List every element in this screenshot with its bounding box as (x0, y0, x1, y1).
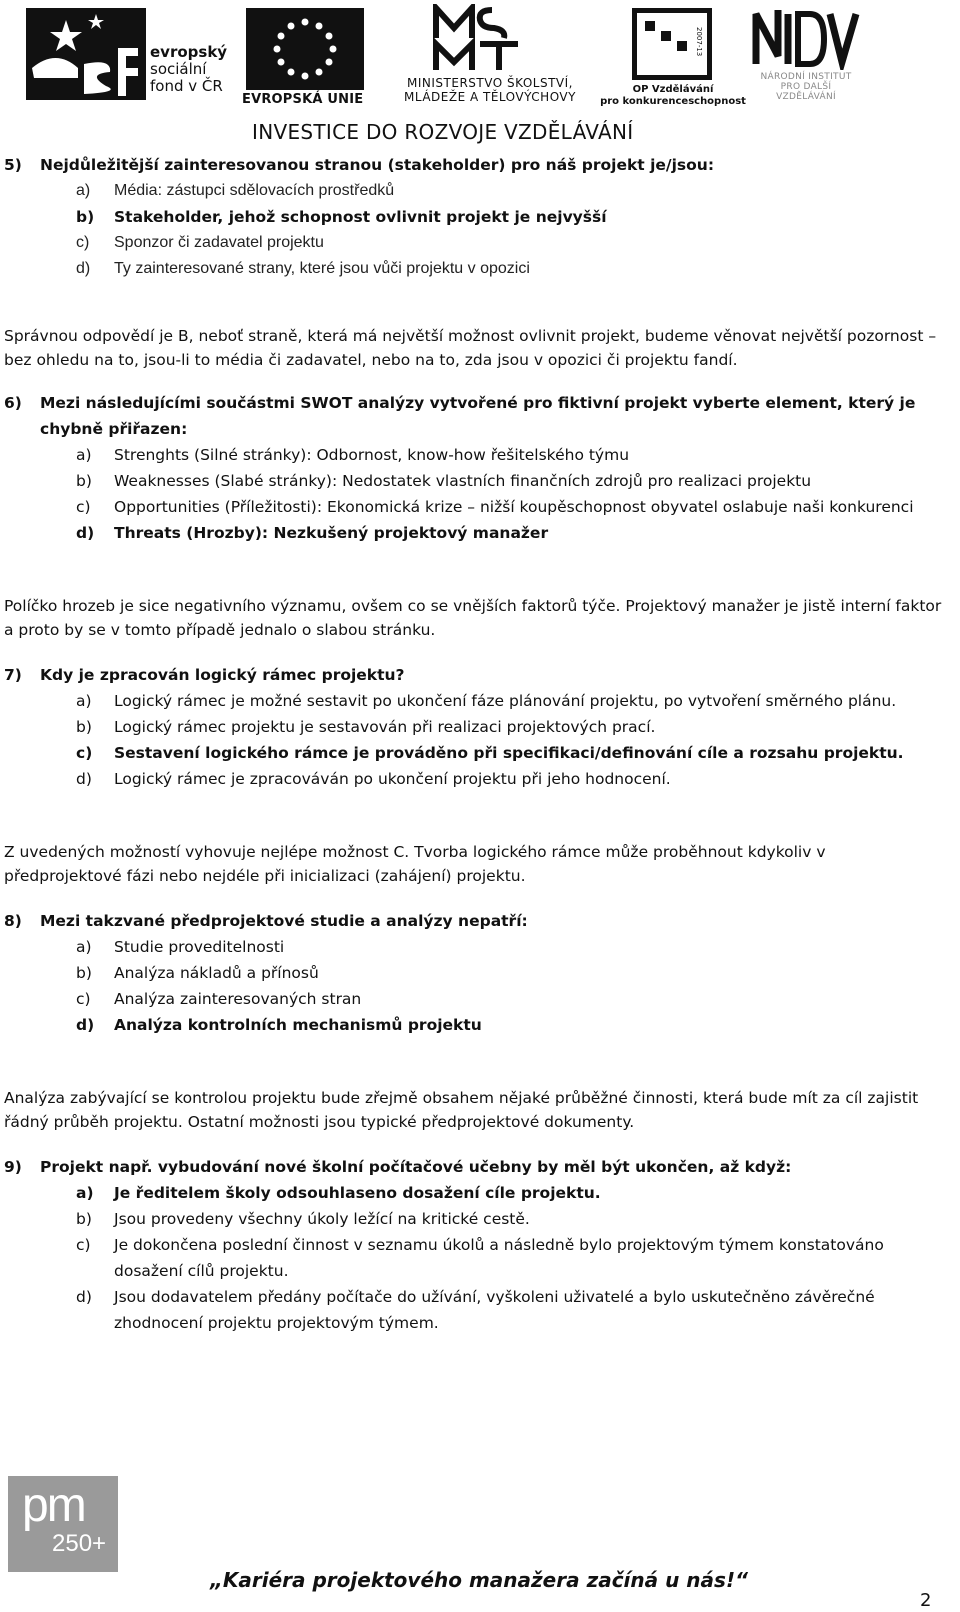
option-text: Logický rámec projektu je sestavován při realizaci projektových prací. (114, 718, 656, 736)
question-8 (4, 908, 948, 934)
option-text: Sponzor či zadavatel projektu (114, 234, 324, 251)
option-letter: a) (76, 1184, 94, 1202)
option-text: Jsou dodavatelem předány počítače do užívání, vyškoleni uživatelé a bylo uskutečněno závěrečné zhodnocení projektu projektovým týmem. (114, 1288, 875, 1332)
option-letter: d) (76, 1288, 92, 1306)
answer-option (4, 960, 948, 986)
option-letter: a) (76, 938, 92, 956)
option-letter: d) (76, 260, 91, 277)
question-text: Kdy je zpracován logický rámec projektu? (40, 666, 405, 684)
option-letter: a) (76, 446, 92, 464)
esf-text-line-3: fond v ČR (150, 77, 223, 95)
question-7-options (4, 688, 948, 792)
option-text: Ty zainteresované strany, které jsou vůči projektu v opozici (114, 260, 530, 277)
answer-option (4, 688, 948, 714)
question-8-explanation: Analýza zabývající se kontrolou projektu bude zřejmě obsahem nějaké průběžné činnosti, která bude mít za cíl zajistit řádný průběh projektu. Ostatní možnosti jsou typické předprojektové dokumenty. (4, 1089, 919, 1131)
pm-logo-text: pm (22, 1479, 85, 1532)
option-text: Logický rámec je zpracováván po ukončení projektu při jeho hodnocení. (114, 770, 671, 788)
question-8-options (4, 934, 948, 1038)
nidv-logo (752, 6, 860, 70)
question-6-explanation: Políčko hrozeb je sice negativního významu, ovšem co se vnějších faktorů týče. Projektový manažer je jistě interní faktor a proto by se v tomto případě jednalo o slabou stránku. (4, 597, 942, 639)
option-letter: c) (76, 990, 91, 1008)
msmt-logo (432, 4, 522, 74)
op-logo (632, 8, 712, 80)
answer-option-correct (4, 740, 948, 766)
option-letter: b) (76, 964, 92, 982)
question-text: Nejdůležitější zainteresovanou stranou (stakeholder) pro náš projekt je/jsou: (40, 156, 715, 174)
option-text: Analýza nákladů a přínosů (114, 964, 319, 982)
answer-option-correct (4, 1180, 948, 1206)
nidv-caption (752, 72, 860, 102)
op-years: 2007-13 (695, 27, 703, 57)
question-9 (4, 1154, 948, 1180)
option-letter: a) (76, 182, 91, 199)
option-letter: a) (76, 692, 92, 710)
question-6 (4, 390, 948, 442)
answer-option (4, 1284, 948, 1336)
document-content (4, 152, 948, 1336)
answer-option (4, 468, 948, 494)
option-letter: c) (76, 1236, 91, 1254)
answer-option (4, 934, 948, 960)
answer-option (4, 986, 948, 1012)
option-text: Stakeholder, jehož schopnost ovlivnit projekt je nejvyšší (114, 208, 607, 226)
answer-option-correct (4, 1012, 948, 1038)
option-letter: b) (76, 208, 95, 226)
question-6-options (4, 442, 948, 546)
option-letter: d) (76, 770, 92, 788)
option-letter: d) (76, 524, 95, 542)
op-caption (598, 84, 748, 108)
question-number: 6) (4, 394, 22, 412)
answer-option (4, 230, 948, 256)
question-number: 7) (4, 666, 22, 684)
option-letter: b) (76, 472, 92, 490)
option-text: Analýza kontrolních mechanismů projektu (114, 1016, 482, 1034)
question-number: 5) (4, 156, 22, 174)
nidv-caption-line-2: PRO DALŠÍ (780, 82, 832, 92)
answer-option (4, 1232, 948, 1284)
option-text: Jsou provedeny všechny úkoly ležící na kritické cestě. (114, 1210, 530, 1228)
answer-option (4, 714, 948, 740)
header-logos (0, 0, 960, 160)
option-letter: c) (76, 234, 90, 251)
esf-text-line-1: evropský (150, 43, 228, 61)
nidv-caption-line-3: VZDĚLÁVÁNÍ (776, 92, 836, 102)
esf-text-line-2: sociální (150, 60, 207, 78)
question-number: 9) (4, 1158, 22, 1176)
answer-option-correct (4, 204, 948, 230)
pm-250-logo (8, 1476, 118, 1572)
option-text: Logický rámec je možné sestavit po ukončení fáze plánování projektu, po vytvoření směrného plánu. (114, 692, 897, 710)
answer-option (4, 1206, 948, 1232)
op-caption-line-2: pro konkurenceschopnost (600, 96, 746, 107)
question-7-explanation: Z uvedených možností vyhovuje nejlépe možnost C. Tvorba logického rámce může proběhnout kdykoliv v předprojektové fázi nebo nejdéle při inicializaci (zahájení) projektu. (4, 843, 826, 885)
esf-text (150, 44, 227, 95)
option-letter: d) (76, 1016, 95, 1034)
option-text: Je dokončena poslední činnost v seznamu úkolů a následně bylo projektovým týmem konstatováno dosažení cílů projektu. (114, 1236, 884, 1280)
option-text: Strenghts (Silné stránky): Odbornost, know-how řešitelského týmu (114, 446, 630, 464)
option-text: Analýza zainteresovaných stran (114, 990, 362, 1008)
option-letter: b) (76, 1210, 92, 1228)
pm-logo-number: 250+ (52, 1530, 107, 1557)
question-5-explanation: Správnou odpovědí je B, neboť straně, která má největší možnost ovlivnit projekt, budeme věnovat největší pozornost – bez ohledu na to, jsou-li to média či zadavatel, nebo na to, zda jsou v opozici či projektu fandí. (4, 327, 937, 369)
question-text: Projekt např. vybudování nové školní počítačové učebny by měl být ukončen, až když: (40, 1158, 792, 1176)
msmt-caption-line-2: MLÁDEŽE A TĚLOVÝCHOVY (404, 90, 576, 104)
investice-tagline: INVESTICE DO ROZVOJE VZDĚLÁVÁNÍ (252, 120, 634, 144)
eu-flag-logo (246, 8, 364, 90)
option-text: Threats (Hrozby): Nezkušený projektový manažer (114, 524, 549, 542)
question-text: Mezi následujícími součástmi SWOT analýzy vytvořené pro fiktivní projekt vyberte element, který je chybně přiřazen: (40, 394, 916, 438)
answer-option (4, 178, 948, 204)
option-letter: b) (76, 718, 92, 736)
option-text: Weaknesses (Slabé stránky): Nedostatek vlastních finančních zdrojů pro realizaci projektu (114, 472, 812, 490)
question-5-options (4, 178, 948, 282)
answer-option (4, 442, 948, 468)
nidv-caption-line-1: NÁRODNÍ INSTITUT (760, 72, 852, 82)
msmt-caption-line-1: MINISTERSTVO ŠKOLSTVÍ, (407, 76, 573, 90)
eu-caption: EVROPSKÁ UNIE (242, 92, 364, 107)
question-5 (4, 152, 948, 178)
question-text: Mezi takzvané předprojektové studie a analýzy nepatří: (40, 912, 528, 930)
answer-option (4, 766, 948, 792)
op-caption-line-1: OP Vzdělávání (632, 84, 714, 95)
esf-logo (26, 8, 146, 100)
option-text: Média: zástupci sdělovacích prostředků (114, 182, 395, 199)
answer-option-correct (4, 520, 948, 546)
option-letter: c) (76, 498, 91, 516)
question-number: 8) (4, 912, 22, 930)
option-letter: c) (76, 744, 93, 762)
page-number: 2 (920, 1590, 932, 1611)
option-text: Je ředitelem školy odsouhlaseno dosažení cíle projektu. (114, 1184, 601, 1202)
question-9-options (4, 1180, 948, 1336)
answer-option (4, 256, 948, 282)
question-7 (4, 662, 948, 688)
msmt-caption (380, 76, 600, 104)
answer-option (4, 494, 948, 520)
footer-slogan: „Kariéra projektového manažera začíná u nás!“ (210, 1568, 748, 1592)
option-text: Opportunities (Příležitosti): Ekonomická krize – nižší koupěschopnost obyvatel oslabuje naši konkurenci (114, 498, 914, 516)
option-text: Studie proveditelnosti (114, 938, 285, 956)
option-text: Sestavení logického rámce je prováděno při specifikaci/definování cíle a rozsahu projektu. (114, 744, 904, 762)
